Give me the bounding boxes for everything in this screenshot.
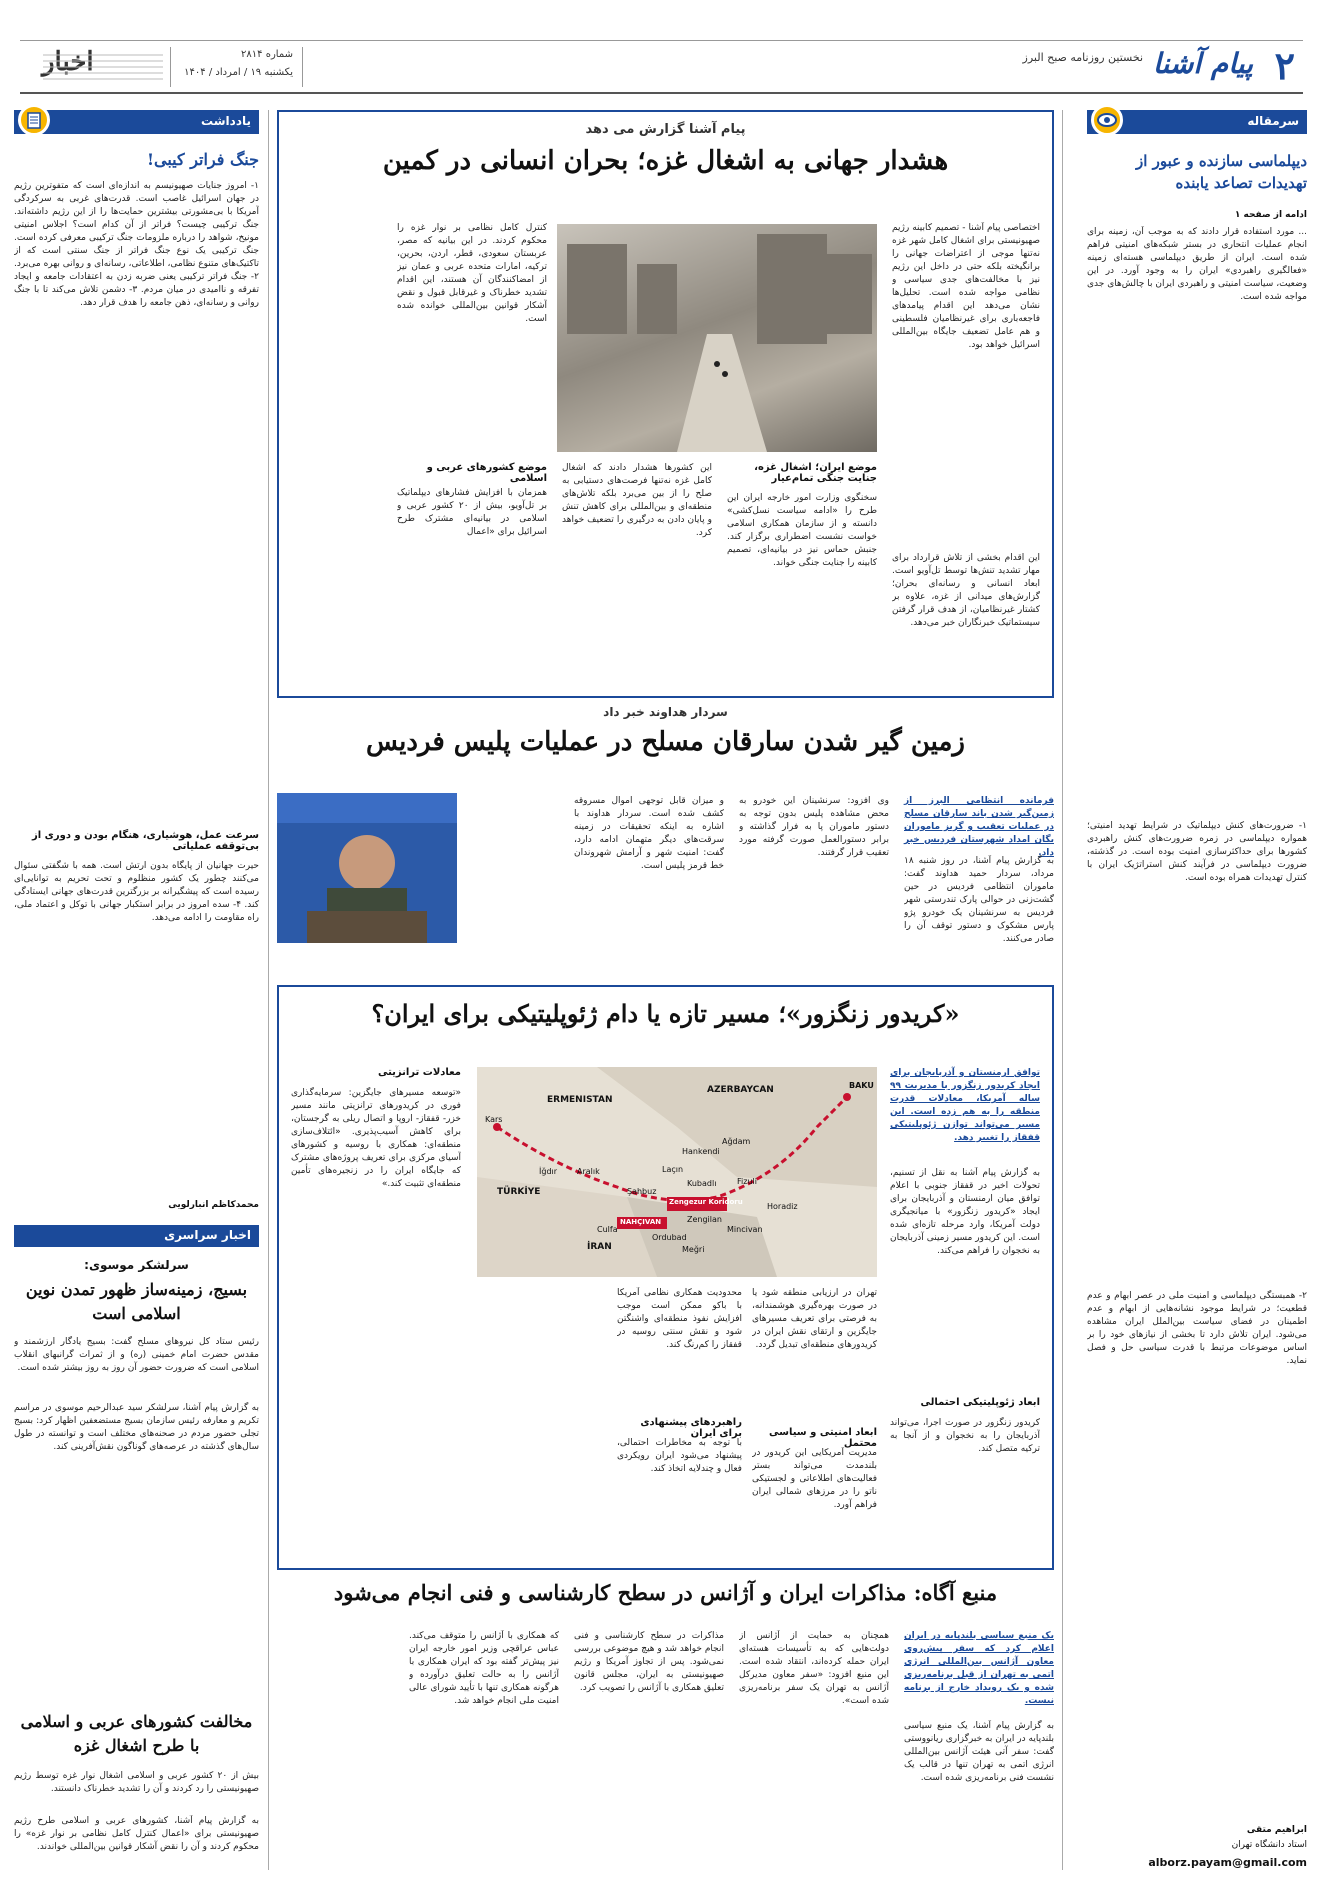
police-col-2: وی افزود: سرنشینان این خودرو به محض مشاهده پلیس بدون توجه به دستور ماموران پا به فرار گذاشته و برابر دستورالعمل صورت گرفته مورد تعقیب قرار گرفتند. [739,796,889,858]
shortnews-lead: رئیس ستاد کل نیروهای مسلح گفت: بسیج یادگار ارزشمند و مقدس حضرت امام خمینی (ره) و از ثمرات گرانبهای انقلاب اسلامی است که ضرورت حضور آن روز به روز بیشتر شده است. [14,1337,259,1373]
map-label-igdir: İğdır [539,1167,558,1176]
lead-photo [557,224,877,452]
zangezur-col1-sub-body: کریدور زنگزور در صورت اجرا، می‌تواند آذربایجان را به نخجوان و از آنجا به ترکیه متصل کند. [890,1418,1040,1454]
editorial-body-3: ۲- همبستگی دیپلماسی و امنیت ملی در عصر ابهام و عدم قطعیت؛ در شرایط موجود نشانه‌هایی از ابهام و عدم اطمینان در فضای سیاست بین‌الملل ایران مشاهده می‌شود. ایران تلاش دارد تا بخشی از نیازهای خود را بر اساس موضوعات مرتبط با قدرت سیاسی حل و فصل نماید. [1087,1291,1307,1366]
shortnews-header [14,1225,259,1247]
map-label-zengilan: Zengilan [687,1215,722,1224]
editorial-intro: ادامه از صفحه ۱ [1234,210,1307,220]
note-column [14,110,259,1870]
lead-kicker: پیام آشنا گزارش می دهد [585,122,746,137]
map-label-agdam: Ağdam [722,1137,751,1146]
map-label-turkey: TÜRKİYE [497,1187,541,1197]
shortnews-title-2: مخالفت کشورهای عربی و اسلامی با طرح اشغال غزه [20,1712,253,1755]
masthead-ornament [43,49,163,85]
zangezur-col3-sub-body: با توجه به مخاطرات احتمالی، پیشنهاد می‌شود ایران رویکردی فعال و چندلایه اتخاذ کند. [617,1438,742,1474]
map-label-ordubad: Ordubad [652,1233,687,1242]
editorial-body-1: ... مورد استفاده قرار دادند که به موجب آن، زمینه برای انجام عملیات انتحاری در بستر شبکه‌های امنیتی فراهم شده است. ایران از طریق دیپلماسی هسته‌ای زمینه «فعالگیری راهبردی» ایران را به وجود آورد. در این وضعیت، سیاست امنیتی و راهبردی ایران با چالش‌های جدی مواجه شده است. [1087,227,1307,302]
lead-sub1-body: سخنگوی وزارت امور خارجه ایران این طرح را «ادامه سیاست نسل‌کشی» دانسته و از سازمان همکاری اسلامی خواست نشست اضطراری برگزار کند. جنبش حماس نیز در بیانیه‌ای، تصمیم کابینه را جنایت جنگی خواند. [727,493,877,568]
iaea-col-1: به گزارش پیام آشنا، یک منبع سیاسی بلندپایه در ایران به خبرگزاری ریانووستی گفت: سفر آتی هیئت آژانس بین‌المللی انرژی اتمی به تهران تنها در قالب یک نشست فنی برنامه‌ریزی شده است. [904,1721,1054,1783]
police-col-3: و میزان قابل توجهی اموال مسروقه کشف شده است. سردار هداوند با اشاره به اینکه تحقیقات در زمینه سرقت‌های دیگر متهمان ادامه دارد، گفت: امنیت شهر و آرامش شهروندان خط قرمز پلیس است. [574,796,724,871]
shortnews-body: به گزارش پیام آشنا، سرلشکر سید عبدالرحیم موسوی در مراسم تکریم و معارفه رئیس سازمان بسیج مستضعفین اظهار کرد: بسیج تجلی حضور مردم در صحنه‌های مختلف است و توانسته در طول سال‌های گذشته در عرصه‌های گوناگون نقش‌آفرینی کند. [14,1403,259,1452]
lead-col-4: این کشورها هشدار دادند که اشغال کامل غزه نه‌تنها فرصت‌های دستیابی به صلح را از بین می‌برد بلکه تلاش‌های منطقه‌ای و بین‌المللی برای کاهش تنش و پایان دادن به درگیری را تضعیف خواهد کرد. [562,463,712,538]
map-label-lacin: Laçın [662,1165,684,1174]
lead-sub2-body: همزمان با افزایش فشارهای دیپلماتیک بر تل‌آویو، بیش از ۲۰ کشور عربی و اسلامی در بیانیه‌ای مشترک طرح اسرائیل برای «اعمال [397,488,547,537]
zangezur-col-3: محدودیت همکاری نظامی آمریکا با باکو ممکن است موجب افزایش نفوذ منطقه‌ای واشنگتن شود و نقش سنتی روسیه در قفقاز را کم‌رنگ کند. [617,1288,742,1350]
page-number: ۲ [1274,43,1295,88]
map-label-hankendi: Hankendi [682,1147,720,1156]
map-label-azerbaijan: AZERBAYCAN [707,1085,774,1095]
map-label-iran: İRAN [587,1242,612,1252]
iaea-story [277,1580,1054,1870]
editorial-title: دیپلماسی سازنده و عبور از تهدیدات تصاعد یابنده [1136,152,1307,192]
shortnews-tag: اخبار سراسری [164,1228,251,1242]
map-label-armenia: ERMENISTAN [547,1095,613,1105]
police-lead: فرمانده انتظامی البرز از زمین‌گیر شدن باند سارقان مسلح در عملیات تعقیب و گریز ماموران یگان امداد شهرستان فردیس خبر داد. [904,796,1054,858]
issue-date: یکشنبه ۱۹ / امرداد / ۱۴۰۴ [184,67,293,78]
note-body: ۱- امروز جنایات صهیونیسم به اندازه‌ای است که متفوترین رژیم در جهان اسرائیل غاصب است. قدرت‌های غربی به سرکردگی آمریکا با بی‌مشورتی بیشترین حمایت‌ها را از این رژیم داشته‌اند. جنگ ترکیبی چیست؟ فراتر از آن کدام است؟ اجلاس امنیتی مونیخ، شواهد را درباره ملزومات جنگ ترکیبی معرفی کرده است. جنگ ترکیبی یک نوع جنگ فراتر از جنگ سنتی است که از تاکتیک‌های متنوع نظامی، اطلاعاتی، رسانه‌ای و روانی بهره می‌برد. ۲- جنگ فراتر ترکیبی یعنی ضربه زدن به اعتقادات جامعه و ایجاد تفرقه و ناامیدی در میان مردم. ۳- دشمن تلاش می‌کند تا با جنگ روانی و رسانه‌ای، ذهن جامعه را هدف قرار دهد. [14,181,259,308]
iaea-col-3: مذاکرات در سطح کارشناسی و فنی انجام خواهد شد و هیچ موضوعی بررسی نمی‌شود. پس از تجاوز آمریکا و رژیم صهیونیستی به ایران، مجلس قانون تعلیق همکاری با آژانس را تصویب کرد. [574,1631,724,1693]
police-photo [277,793,457,943]
iaea-lead: یک منبع سیاسی بلندپایه در ایران اعلام کرد که سفر پیش‌روی معاون آژانس بین‌المللی انرژی اتمی به تهران از قبل برنامه‌ریزی شده و یک رویداد خارج از برنامه نیست. [904,1631,1054,1706]
shortnews-body-2: به گزارش پیام آشنا، کشورهای عربی و اسلامی طرح رژیم صهیونیستی برای «اعمال کنترل کامل نظامی بر نوار غزه» را محکوم کردند و آن را نقض آشکار قوانین بین‌المللی خواندند. [14,1816,259,1852]
logo: پیام آشنا [1152,47,1253,80]
shortnews-title: بسیج، زمینه‌ساز ظهور تمدن نوین اسلامی است [25,1280,248,1323]
zangezur-map [477,1067,877,1277]
note-sub-title: سرعت عمل، هوشیاری، هنگام بودن و دوری از بی‌توقفه عملیاتی [32,830,259,852]
iaea-title: منبع آگاه: مذاکرات ایران و آژانس در سطح کارشناسی و فنی انجام می‌شود [333,1580,998,1605]
lead-sub1-title: موضع ایران؛ اشغال غزه، جنایت جنگی تمام‌عیار [754,462,877,484]
editorial-tag: سرمقاله [1247,114,1299,128]
editorial-author-title: استاد دانشگاه تهران [1231,1840,1307,1850]
map-label-mincivan: Mincivan [727,1225,763,1234]
map-label-megri: Meğri [682,1245,705,1254]
map-label-kars: Kars [485,1115,503,1124]
police-kicker: سردار هداوند خبر داد [603,705,728,719]
lead-col-3: این اقدام بخشی از تلاش قرارداد برای مهار تشدید تنش‌ها توسط تل‌آویو است. ابعاد انسانی و رسانه‌ای بحران؛ گزارش‌های میدانی از غزه، علاوه بر کشتار غیرنظامیان، از هدف قرار گرفتن سیستماتیک خبرنگاران خبر می‌دهد. [892,553,1040,628]
zangezur-lead: توافق ارمنستان و آذربایجان برای ایجاد کریدور زنگزور با مدیریت ۹۹ ساله آمریکا، معادلات قدرت منطقه را به هم زده است. این مسیر می‌تواند توازن ژئوپلیتیکی قفقاز را تغییر دهد. [890,1068,1040,1143]
zangezur-story [277,985,1054,1570]
eye-icon [1091,104,1123,136]
editorial-header [1087,110,1307,134]
zangezur-col-4: «توسعه مسیرهای جایگزین: سرمایه‌گذاری فوری در کریدورهای ترانزیتی مانند مسیر خزر- قفقاز- اروپا و اتصال ریلی به گرجستان، برای کاهش آسیب‌پذیری. «ائتلاف‌سازی منطقه‌ای: همکاری با روسیه و کشورهای آسیای مرکزی برای تعریف پروژه‌های مشترک که جایگاه ایران را در زنجیره‌های تأمین منطقه‌ای تثبیت کند.» [291,1088,461,1189]
editorial-author: ابراهیم متقی [1246,1825,1307,1835]
shortnews-kicker: سرلشکر موسوی: [84,1258,189,1272]
note-tag: یادداشت [201,114,251,128]
zangezur-col1-sub: ابعاد ژئوپلیتیکی احتمالی [920,1397,1040,1408]
editorial-body-2: ۱- ضرورت‌های کنش دیپلماتیک در شرایط تهدید امنیتی؛ همواره دیپلماسی در زمره ضرورت‌های کنش راهبردی کشورها برای حداکثرسازی امنیت بوده است. در گذشته، ضرورت دیپلماسی در فرآیند کنش استراتژیک ایران با کنترل تهدیدات همراه بوده است. [1087,821,1307,883]
lead-col-1: اختصاصی پیام آشنا - تصمیم کابینه رژیم صهیونیستی برای اشغال کامل شهر غزه نه‌تنها موجی از اعتراضات جهانی را برانگیخته بلکه حتی در داخل این رژیم نیز با مخالفت‌های جدی سیاسی و نظامی مواجه شده است. تحلیل‌ها نشان می‌دهد این اقدام پیامدهای فاجعه‌باری برای غیرنظامیان فلسطینی و هم عامل تضعیف جایگاه بین‌المللی اسرائیل خواهد بود. [892,223,1040,350]
zangezur-col3-sub: راهبردهای پیشنهادی برای ایران [640,1417,742,1439]
zangezur-col4-title: معادلات ترانزیتی [377,1067,461,1078]
note-sub-body: حیرت جهانیان از پایگاه بدون ارتش است. همه با شگفتی سئوال می‌کنند چطور یک کشور منظلوم و تحت تحریم به توانایی‌ای رسیده است که پیشگیرانه بر بزرگترین قدرت‌های جهانی ایستادگی کند. ۴- سده امروز در برابر استکبار جهانی با توکل و اعتماد ملی، راه مقاومت را ادامه می‌دهد. [14,861,259,923]
note-author: محمدکاظم انبارلویی [168,1200,259,1210]
iaea-col-4: که همکاری با آژانس را متوقف می‌کند. عباس عراقچی وزیر امور خارجه ایران نیز پیش‌تر گفته بود که ایران همکاری با آژانس را به حالت تعلیق درآورده و هرگونه همکاری تنها با تأیید شورای عالی امنیت ملی انجام خواهد شد. [409,1631,559,1706]
tagline: نخستین روزنامه صبح البرز [1022,51,1143,64]
police-col-1: به گزارش پیام آشنا، در روز شنبه ۱۸ مرداد، سردار حمید هداوند گفت: ماموران انتظامی فردیس در حین گشت‌زنی در حوالی پارک تندرستی شهر فردیس به سرنشینان یک خودرو پژو پارس مشکوک و دستور توقف آن را صادر می‌کنند. [904,856,1054,944]
iaea-col-2: همچنان به حمایت از آژانس از دولت‌هایی که به تأسیسات هسته‌ای ایران حمله کرده‌اند، انتقاد شده است. این منبع افزود: «سفر معاون مدیرکل آژانس به تهران یک سفر برنامه‌ریزی شده است». [739,1631,889,1706]
editorial-column [1087,110,1307,1870]
map-label-sahbuz: Şahbuz [627,1187,657,1196]
zangezur-col2-sub: ابعاد امنیتی و سیاسی محتمل [769,1427,877,1449]
map-label-culfa: Culfa [597,1225,618,1234]
zangezur-col-2: تهران در ارزیابی منطقه شود یا در صورت بهره‌گیری هوشمندانه، به فرصتی برای تعریف مسیرهای جایگزین و ارتقای نقش ایران در کریدورهای منطقه‌ای تبدیل گردد. [752,1288,877,1350]
map-label-kubadli: Kubadlı [687,1179,717,1188]
zangezur-col2-sub-body: مدیریت آمریکایی این کریدور در بلندمدت می‌تواند بستر فعالیت‌های اطلاعاتی و لجستیکی ناتو را در مرزهای شمالی ایران فراهم آورد. [752,1448,877,1510]
contact-email[interactable]: alborz.payam@gmail.com [1148,1856,1307,1869]
map-label-fizuli: Fizuli [737,1177,757,1186]
lead-col-2: کنترل کامل نظامی بر نوار غزه را محکوم کردند. در این بیانیه که مصر، عربستان سعودی، قطر، اردن، بحرین، ترکیه، امارات متحده عربی و عمان نیز از امضاکنندگان آن هستند، این اقدام تشدید خطرناک و غیرقابل قبول و نقض آشکار قوانین بین‌المللی خوانده شده است. [397,223,547,324]
shortnews-lead-2: بیش از ۲۰ کشور عربی و اسلامی اشغال نوار غزه توسط رژیم صهیونیستی را رد کردند و آن را تشدید خطرناک دانستند. [14,1771,259,1794]
map-label-baku: BAKU [849,1081,874,1090]
map-label-nakhchivan: NAHÇIVAN [620,1218,662,1226]
map-label-aralik: Aralık [577,1167,600,1176]
section-title: اخبار [42,47,94,77]
note-header [14,110,259,134]
lead-sub2-title: موضع کشورهای عربی و اسلامی [426,462,547,484]
note-title: جنگ فراتر کیبی! [146,150,259,169]
notepad-icon [18,104,50,136]
map-label-horadiz: Horadiz [767,1202,798,1211]
lead-story [277,110,1054,698]
police-title: زمین گیر شدن سارقان مسلح در عملیات پلیس فردیس [366,727,965,757]
zangezur-title: «کریدور زنگزور»؛ مسیر تازه یا دام ژئوپلیتیکی برای ایران؟ [371,999,960,1028]
map-label-corridor: Zengezur Koridoru [669,1198,743,1206]
issue-number: شماره ۲۸۱۴ [241,49,293,60]
masthead [20,40,1303,94]
lead-title: هشدار جهانی به اشغال غزه؛ بحران انسانی در کمین [382,146,949,176]
police-story [277,705,1054,985]
zangezur-col-1: به گزارش پیام آشنا به نقل از تسنیم، تحولات اخیر در قفقاز جنوبی با اعلام توافق میان ارمنستان و آذربایجان برای ایجاد «کریدور زنگزور» با میانجیگری دولت آمریکا، وارد مرحله تازه‌ای شده است. این کریدور مسیر زمینی آذربایجان به نخجوان را فراهم می‌کند. [890,1168,1040,1256]
